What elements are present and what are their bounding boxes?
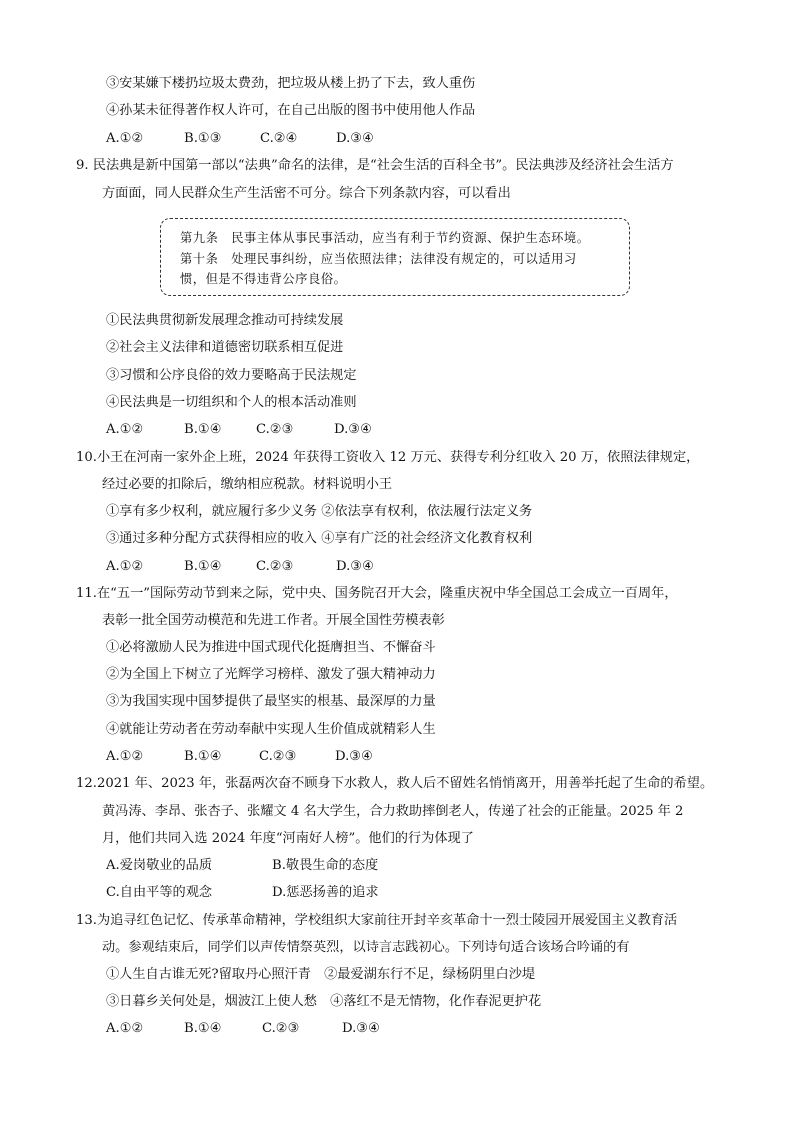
q13-option-a[interactable]: A.①② [106, 1021, 144, 1036]
q11-option-b[interactable]: B.①④ [184, 749, 222, 764]
q12-stem-line2: 黄冯涛、李昂、张杏子、张耀文 4 名大学生，合力救助摔倒老人，传递了社会的正能量。2025 年 2 [102, 804, 684, 819]
q13-items-line2: ③日暮乡关何处是，烟波江上使人愁 ④落红不是无情物，化作春泥更护花 [106, 994, 542, 1009]
q11-option-c[interactable]: C.②③ [259, 749, 297, 764]
q8-option-b[interactable]: B.①③ [184, 131, 222, 146]
q10-items-line2: ③通过多种分配方式获得相应的收入 ④享有广泛的社会经济文化教育权利 [106, 531, 533, 546]
q11-item-2: ②为全国上下树立了光辉学习榜样、激发了强大精神动力 [106, 667, 436, 682]
q9-stem-line2: 方面面，同人民群众生产生活密不可分。综合下列条款内容，可以看出 [102, 186, 511, 201]
q13-option-b[interactable]: B.①④ [184, 1021, 222, 1036]
q11-item-1: ①必将激励人民为推进中国式现代化挺膺担当、不懈奋斗 [106, 640, 436, 655]
q10-option-b[interactable]: B.①④ [184, 559, 222, 574]
q9-option-c[interactable]: C.②③ [256, 422, 294, 437]
q12-option-b[interactable]: B.敬畏生命的态度 [272, 858, 379, 873]
q10-option-c[interactable]: C.②③ [256, 559, 294, 574]
q10-stem-line1: 10.小王在河南一家外企上班，2024 年获得工资收入 12 万元、获得专利分红收入 20 万，依照法律规定， [76, 450, 700, 465]
q11-stem-line1: 11.在“五一”国际劳动节到来之际，党中央、国务院召开大会，隆重庆祝中华全国总工会成立一百周年， [76, 586, 678, 601]
q9-item-1: ①民法典贯彻新发展理念推动可持续发展 [106, 313, 344, 328]
q12-stem-line1: 12.2021 年、2023 年，张磊两次奋不顾身下水救人，救人后不留姓名悄悄离开，用善举托起了生命的希望。 [76, 776, 714, 791]
q11-option-a[interactable]: A.①② [106, 749, 144, 764]
q9-item-2: ②社会主义法律和道德密切联系相互促进 [106, 340, 344, 355]
q13-option-c[interactable]: C.②③ [262, 1021, 300, 1036]
q9-article-10: 第十条 处理民事纠纷，应当依照法律；法律没有规定的，可以适用习 [180, 252, 577, 266]
q13-stem-line2: 动。参观结束后，同学们以声传情祭英烈，以诗言志践初心。下列诗句适合该场合吟诵的有 [102, 940, 630, 955]
q8-option-d[interactable]: D.③④ [336, 131, 374, 146]
q9-article-9: 第九条 民事主体从事民事活动，应当有利于节约资源、保护生态环境。 [180, 231, 590, 245]
q8-option-a[interactable]: A.①② [106, 131, 144, 146]
q13-items-line1: ①人生自古谁无死?留取丹心照汗青 ②最爱湖东行不足，绿杨阴里白沙堤 [106, 967, 536, 982]
q12-option-a[interactable]: A.爱岗敬业的品质 [106, 858, 213, 873]
q9-item-4: ④民法典是一切组织和个人的根本活动准则 [106, 395, 357, 410]
q13-option-d[interactable]: D.③④ [342, 1021, 380, 1036]
q12-option-c[interactable]: C.自由平等的观念 [106, 885, 213, 900]
q11-item-3: ③为我国实现中国梦提供了最坚实的根基、最深厚的力量 [106, 694, 436, 709]
q11-item-4: ④就能让劳动者在劳动奉献中实现人生价值成就精彩人生 [106, 722, 436, 737]
q10-option-a[interactable]: A.①② [106, 559, 144, 574]
q11-stem-line2: 表彰一批全国劳动模范和先进工作者。开展全国性劳模表彰 [102, 613, 445, 628]
q11-option-d[interactable]: D.③④ [335, 749, 373, 764]
q9-article-10-cont: 惯，但是不得违背公序良俗。 [180, 272, 347, 286]
q10-option-d[interactable]: D.③④ [336, 559, 374, 574]
q9-option-d[interactable]: D.③④ [334, 422, 372, 437]
q13-stem-line1: 13.为追寻红色记忆、传承革命精神，学校组织大家前往开封辛亥革命十一烈士陵园开展爱国主义教育活 [76, 913, 678, 928]
q9-stem-line1: 9. 民法典是新中国第一部以“法典”命名的法律，是“社会生活的百科全书”。民法典涉及经济社会生活方 [76, 158, 674, 173]
q12-option-d[interactable]: D.惩恶扬善的追求 [272, 885, 379, 900]
q9-option-a[interactable]: A.①② [106, 422, 144, 437]
q8-item-3: ③安某嫌下楼扔垃圾太费劲，把垃圾从楼上扔了下去，致人重伤 [106, 76, 476, 91]
q8-option-c[interactable]: C.②④ [260, 131, 298, 146]
q10-stem-line2: 经过必要的扣除后，缴纳相应税款。材料说明小王 [102, 477, 393, 492]
q9-item-3: ③习惯和公序良俗的效力要略高于民法规定 [106, 368, 357, 383]
q12-stem-line3: 月，他们共同入选 2024 年度“河南好人榜”。他们的行为体现了 [102, 831, 474, 846]
q9-option-b[interactable]: B.①④ [184, 422, 222, 437]
q8-item-4: ④孙某未征得著作权人许可，在自己出版的图书中使用他人作品 [106, 103, 476, 118]
q10-items-line1: ①享有多少权利，就应履行多少义务 ②依法享有权利，依法履行法定义务 [106, 504, 533, 519]
